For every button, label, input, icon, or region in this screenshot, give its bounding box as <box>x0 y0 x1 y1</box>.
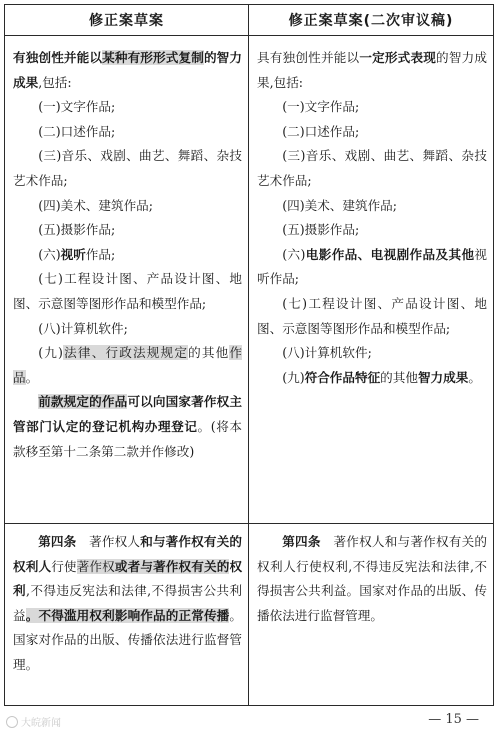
clause-paragraph <box>257 341 487 366</box>
text-segment: ,包括: <box>38 74 72 90</box>
text-segment: (八)计算机软件; <box>38 320 128 336</box>
text-segment: (六) <box>38 246 61 262</box>
text-segment: 或者与著作权有关的 <box>114 558 230 574</box>
text-segment: 一定形式表现 <box>359 50 437 65</box>
clause-paragraph <box>13 317 242 342</box>
text-segment: 电影作品、电视剧作品及其他 <box>305 246 475 262</box>
clause-paragraph <box>13 390 242 464</box>
clause-paragraph <box>13 267 242 316</box>
text-segment: (四)美术、建筑作品; <box>38 197 154 213</box>
text-segment: (六) <box>282 246 306 262</box>
clause-paragraph <box>257 95 487 120</box>
watermark-logo-icon <box>6 716 18 728</box>
clause-paragraph <box>257 144 487 193</box>
text-segment: 和与著作权有关的权利人 <box>13 534 243 574</box>
text-segment: 第四条 <box>282 534 321 549</box>
text-segment: (一)文字作品; <box>38 99 116 115</box>
text-segment: (三)音乐、戏剧、曲艺、舞蹈、杂技艺术作品; <box>13 148 242 188</box>
text-segment: 。国家对作品的出版、传播依法进行监督管理。 <box>13 607 243 672</box>
text-segment: 具有独创性并能以 <box>257 50 360 65</box>
row1-right-cell <box>249 36 494 524</box>
header-second-review-draft: 修正案草案(二次审议稿) <box>249 5 494 36</box>
text-segment: 作品 <box>13 345 243 385</box>
text-segment: (九) <box>282 369 305 385</box>
text-segment: (三)音乐、戏剧、曲艺、舞蹈、杂技艺术作品; <box>257 148 487 188</box>
clause-paragraph <box>257 366 487 391</box>
clause-paragraph <box>257 530 487 628</box>
text-segment: 。(将本款移至第十二条第二款并作修改) <box>13 418 243 459</box>
clause-paragraph <box>257 120 487 145</box>
text-segment: 权利 <box>13 558 243 599</box>
text-segment: 法律、行政法规规定 <box>62 345 189 361</box>
clause-paragraph <box>13 144 242 193</box>
text-segment: (八)计算机软件; <box>282 345 372 361</box>
table-row <box>5 36 494 524</box>
text-segment: 前款规定的作品 <box>38 394 128 410</box>
text-segment: ,不得违反宪法和法律,不得损害公共利益 <box>13 583 242 623</box>
amendment-comparison-table <box>4 4 494 706</box>
text-segment: 的其他 <box>380 369 418 385</box>
text-segment: 视听作品; <box>257 246 488 287</box>
text-segment: 著作权 <box>76 558 115 574</box>
clause-paragraph <box>13 341 242 390</box>
text-segment: (七)工程设计图、产品设计图、地图、示意图等图形作品和模型作品; <box>13 271 242 311</box>
text-segment: 第四条 <box>38 534 77 549</box>
text-segment: 的其他 <box>188 345 230 361</box>
page-number: — 15 — <box>428 712 479 727</box>
header-draft: 修正案草案 <box>5 5 249 36</box>
clause-paragraph <box>13 218 242 243</box>
row1-left-cell <box>5 36 249 524</box>
text-segment: 。 <box>468 369 481 385</box>
clause-paragraph <box>13 530 242 678</box>
text-segment: 智力成果 <box>417 369 469 385</box>
clause-paragraph <box>13 46 242 95</box>
text-segment: (五)摄影作品; <box>282 222 360 238</box>
text-segment: 某种有形形式复制 <box>102 50 204 65</box>
table-header-row <box>5 5 494 36</box>
text-segment: 。不得滥用权利影响作品的正常传播 <box>25 607 230 623</box>
text-segment: (二)口述作品; <box>38 123 116 139</box>
clause-paragraph <box>257 218 487 243</box>
text-segment: 的智力成果 <box>13 50 243 90</box>
comparison-page <box>4 4 493 706</box>
page-footer <box>0 712 497 734</box>
text-segment: (五)摄影作品; <box>38 222 116 238</box>
text-segment: 著作权人和与著作权有关的权利人行使权利,不得违反宪法和法律,不得损害公共利益。国家对作品的出版、传播依法进行监督管理。 <box>257 534 488 623</box>
text-segment: (九) <box>38 345 63 361</box>
text-segment: 。 <box>25 369 39 385</box>
row2-right-cell <box>249 524 494 706</box>
watermark <box>6 714 61 729</box>
clause-paragraph <box>13 120 242 145</box>
text-segment: (四)美术、建筑作品; <box>282 197 398 213</box>
row2-left-cell <box>5 524 249 706</box>
text-segment: 行使 <box>51 558 77 574</box>
text-segment: 可以向国家著作权主管部门认定的登记机构办理登记 <box>13 394 243 434</box>
clause-paragraph <box>13 243 242 268</box>
watermark-text: 大皖新闻 <box>21 718 61 729</box>
clause-paragraph <box>257 292 487 341</box>
clause-paragraph <box>13 95 242 120</box>
clause-paragraph <box>257 194 487 219</box>
text-segment: 有独创性并能以 <box>13 50 103 65</box>
text-segment: 的智力成果,包括: <box>257 50 488 90</box>
clause-paragraph <box>257 243 487 292</box>
text-segment: 著作权人 <box>76 534 141 549</box>
table-row <box>5 524 494 706</box>
text-segment: (七)工程设计图、产品设计图、地图、示意图等图形作品和模型作品; <box>257 295 487 336</box>
text-segment: (一)文字作品; <box>282 99 360 115</box>
text-segment: (二)口述作品; <box>282 123 360 139</box>
text-segment: 作品; <box>85 246 116 262</box>
clause-paragraph <box>257 46 487 95</box>
text-segment: 符合作品特征 <box>304 369 381 385</box>
text-segment: 视听 <box>60 246 86 262</box>
clause-paragraph <box>13 194 242 219</box>
